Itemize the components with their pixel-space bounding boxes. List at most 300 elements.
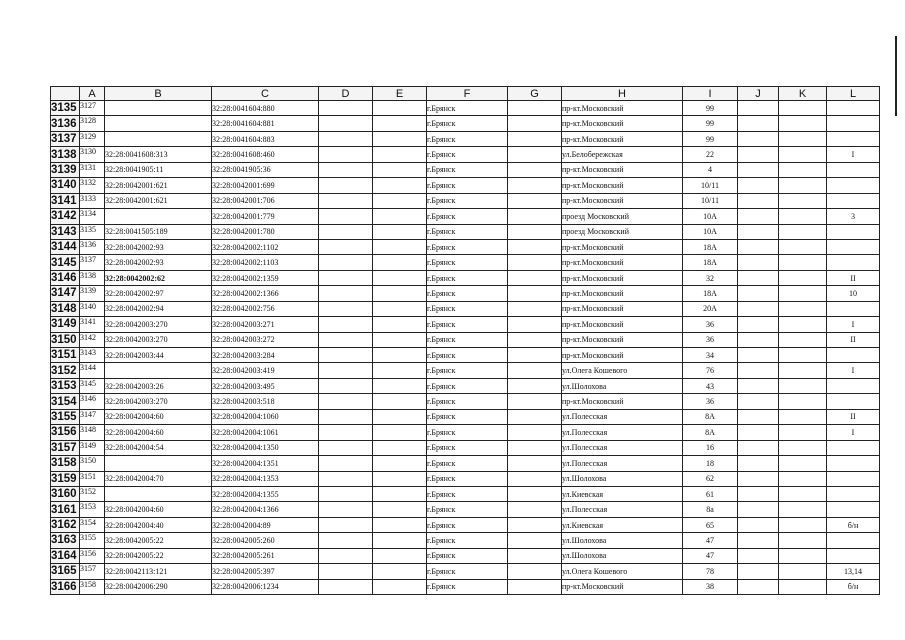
cell-h[interactable]: пр-кт.Московский: [562, 301, 683, 316]
row-number[interactable]: 3161: [51, 502, 80, 517]
cell-k[interactable]: [779, 548, 827, 563]
cell-b[interactable]: 32:28:0042002:97: [105, 286, 212, 301]
cell-c[interactable]: 32:28:0042004:1350: [212, 440, 319, 455]
row-number[interactable]: 3149: [51, 317, 80, 332]
cell-f[interactable]: г.Брянск: [427, 409, 508, 424]
cell-a[interactable]: 3127: [80, 101, 105, 116]
row-number[interactable]: 3156: [51, 425, 80, 440]
cell-c[interactable]: 32:28:0042006:1234: [212, 579, 319, 594]
column-header-k[interactable]: K: [779, 87, 827, 101]
cell-j[interactable]: [738, 270, 779, 285]
cell-h[interactable]: ул.Шолохова: [562, 548, 683, 563]
cell-k[interactable]: [779, 255, 827, 270]
cell-b[interactable]: 32:28:0042004:54: [105, 440, 212, 455]
cell-g[interactable]: [508, 147, 562, 162]
cell-a[interactable]: 3145: [80, 378, 105, 393]
cell-i[interactable]: 16: [683, 440, 738, 455]
cell-f[interactable]: г.Брянск: [427, 394, 508, 409]
cell-d[interactable]: [319, 579, 373, 594]
column-header-j[interactable]: J: [738, 87, 779, 101]
row-number[interactable]: 3162: [51, 517, 80, 532]
cell-b[interactable]: [105, 101, 212, 116]
cell-i[interactable]: 18А: [683, 286, 738, 301]
row-number[interactable]: 3137: [51, 131, 80, 146]
cell-h[interactable]: ул.Полесская: [562, 409, 683, 424]
cell-i[interactable]: 65: [683, 517, 738, 532]
cell-e[interactable]: [373, 502, 427, 517]
cell-j[interactable]: [738, 255, 779, 270]
cell-i[interactable]: 22: [683, 147, 738, 162]
cell-c[interactable]: 32:28:0042002:756: [212, 301, 319, 316]
cell-b[interactable]: 32:28:0042003:270: [105, 317, 212, 332]
row-number[interactable]: 3145: [51, 255, 80, 270]
cell-d[interactable]: [319, 270, 373, 285]
row-number[interactable]: 3142: [51, 209, 80, 224]
cell-i[interactable]: 99: [683, 116, 738, 131]
cell-l[interactable]: 10: [827, 286, 880, 301]
cell-i[interactable]: 32: [683, 270, 738, 285]
cell-l[interactable]: [827, 131, 880, 146]
cell-c[interactable]: 32:28:0042003:495: [212, 378, 319, 393]
cell-j[interactable]: [738, 239, 779, 254]
cell-d[interactable]: [319, 409, 373, 424]
cell-j[interactable]: [738, 548, 779, 563]
cell-g[interactable]: [508, 548, 562, 563]
cell-b[interactable]: 32:28:0042002:62: [105, 270, 212, 285]
cell-c[interactable]: 32:28:0042001:779: [212, 209, 319, 224]
cell-i[interactable]: 34: [683, 348, 738, 363]
cell-e[interactable]: [373, 394, 427, 409]
cell-a[interactable]: 3144: [80, 363, 105, 378]
cell-g[interactable]: [508, 502, 562, 517]
cell-e[interactable]: [373, 456, 427, 471]
cell-h[interactable]: ул.Полесская: [562, 425, 683, 440]
cell-c[interactable]: 32:28:0042002:1366: [212, 286, 319, 301]
cell-e[interactable]: [373, 101, 427, 116]
cell-e[interactable]: [373, 440, 427, 455]
cell-f[interactable]: г.Брянск: [427, 533, 508, 548]
cell-k[interactable]: [779, 332, 827, 347]
cell-f[interactable]: г.Брянск: [427, 209, 508, 224]
cell-b[interactable]: 32:28:0042002:93: [105, 239, 212, 254]
cell-i[interactable]: 99: [683, 131, 738, 146]
cell-g[interactable]: [508, 394, 562, 409]
cell-j[interactable]: [738, 517, 779, 532]
cell-l[interactable]: II: [827, 270, 880, 285]
row-number[interactable]: 3151: [51, 348, 80, 363]
cell-k[interactable]: [779, 440, 827, 455]
cell-l[interactable]: [827, 394, 880, 409]
row-number[interactable]: 3143: [51, 224, 80, 239]
cell-d[interactable]: [319, 363, 373, 378]
cell-l[interactable]: [827, 162, 880, 177]
cell-k[interactable]: [779, 317, 827, 332]
cell-g[interactable]: [508, 332, 562, 347]
row-number[interactable]: 3148: [51, 301, 80, 316]
cell-l[interactable]: [827, 255, 880, 270]
row-number[interactable]: 3141: [51, 193, 80, 208]
cell-g[interactable]: [508, 255, 562, 270]
cell-i[interactable]: 10А: [683, 209, 738, 224]
cell-d[interactable]: [319, 348, 373, 363]
cell-i[interactable]: 36: [683, 317, 738, 332]
row-number[interactable]: 3160: [51, 486, 80, 501]
cell-b[interactable]: 32:28:0041608:313: [105, 147, 212, 162]
cell-e[interactable]: [373, 178, 427, 193]
cell-i[interactable]: 8А: [683, 409, 738, 424]
row-number[interactable]: 3166: [51, 579, 80, 594]
cell-l[interactable]: [827, 224, 880, 239]
cell-j[interactable]: [738, 224, 779, 239]
cell-c[interactable]: 32:28:0041608:460: [212, 147, 319, 162]
cell-c[interactable]: 32:28:0042004:1353: [212, 471, 319, 486]
cell-h[interactable]: ул.Шолохова: [562, 471, 683, 486]
cell-k[interactable]: [779, 486, 827, 501]
cell-h[interactable]: пр-кт.Московский: [562, 317, 683, 332]
cell-g[interactable]: [508, 224, 562, 239]
cell-c[interactable]: 32:28:0042003:419: [212, 363, 319, 378]
cell-f[interactable]: г.Брянск: [427, 471, 508, 486]
cell-c[interactable]: 32:28:0042005:397: [212, 564, 319, 579]
cell-d[interactable]: [319, 147, 373, 162]
cell-i[interactable]: 38: [683, 579, 738, 594]
cell-h[interactable]: ул.Киевская: [562, 486, 683, 501]
cell-c[interactable]: 32:28:0042004:1061: [212, 425, 319, 440]
cell-j[interactable]: [738, 394, 779, 409]
cell-d[interactable]: [319, 564, 373, 579]
cell-d[interactable]: [319, 425, 373, 440]
cell-k[interactable]: [779, 533, 827, 548]
cell-c[interactable]: 32:28:0042004:1351: [212, 456, 319, 471]
cell-e[interactable]: [373, 301, 427, 316]
cell-j[interactable]: [738, 564, 779, 579]
cell-i[interactable]: 10/11: [683, 193, 738, 208]
cell-a[interactable]: 3137: [80, 255, 105, 270]
cell-j[interactable]: [738, 209, 779, 224]
cell-a[interactable]: 3141: [80, 317, 105, 332]
cell-c[interactable]: 32:28:0042001:780: [212, 224, 319, 239]
cell-c[interactable]: 32:28:0041604:883: [212, 131, 319, 146]
cell-d[interactable]: [319, 456, 373, 471]
cell-g[interactable]: [508, 456, 562, 471]
cell-h[interactable]: пр-кт.Московский: [562, 348, 683, 363]
cell-l[interactable]: I: [827, 363, 880, 378]
cell-f[interactable]: г.Брянск: [427, 116, 508, 131]
cell-l[interactable]: [827, 101, 880, 116]
cell-a[interactable]: 3152: [80, 486, 105, 501]
cell-e[interactable]: [373, 425, 427, 440]
column-header-a[interactable]: A: [80, 87, 105, 101]
cell-k[interactable]: [779, 178, 827, 193]
cell-c[interactable]: 32:28:0042001:699: [212, 178, 319, 193]
cell-h[interactable]: пр-кт.Московский: [562, 270, 683, 285]
cell-f[interactable]: г.Брянск: [427, 363, 508, 378]
cell-k[interactable]: [779, 147, 827, 162]
cell-h[interactable]: ул.Киевская: [562, 517, 683, 532]
cell-j[interactable]: [738, 301, 779, 316]
cell-a[interactable]: 3139: [80, 286, 105, 301]
cell-g[interactable]: [508, 579, 562, 594]
cell-a[interactable]: 3129: [80, 131, 105, 146]
cell-g[interactable]: [508, 425, 562, 440]
cell-k[interactable]: [779, 564, 827, 579]
cell-h[interactable]: пр-кт.Московский: [562, 101, 683, 116]
cell-b[interactable]: 32:28:0042005:22: [105, 548, 212, 563]
cell-a[interactable]: 3131: [80, 162, 105, 177]
cell-i[interactable]: 4: [683, 162, 738, 177]
cell-j[interactable]: [738, 193, 779, 208]
cell-d[interactable]: [319, 286, 373, 301]
cell-j[interactable]: [738, 456, 779, 471]
column-header-c[interactable]: C: [212, 87, 319, 101]
cell-l[interactable]: II: [827, 409, 880, 424]
cell-f[interactable]: г.Брянск: [427, 486, 508, 501]
cell-d[interactable]: [319, 394, 373, 409]
cell-f[interactable]: г.Брянск: [427, 548, 508, 563]
cell-g[interactable]: [508, 378, 562, 393]
cell-e[interactable]: [373, 147, 427, 162]
cell-a[interactable]: 3148: [80, 425, 105, 440]
row-number[interactable]: 3164: [51, 548, 80, 563]
cell-i[interactable]: 20А: [683, 301, 738, 316]
cell-d[interactable]: [319, 224, 373, 239]
cell-f[interactable]: г.Брянск: [427, 517, 508, 532]
cell-g[interactable]: [508, 564, 562, 579]
cell-k[interactable]: [779, 409, 827, 424]
cell-c[interactable]: 32:28:0042003:284: [212, 348, 319, 363]
cell-d[interactable]: [319, 533, 373, 548]
cell-g[interactable]: [508, 363, 562, 378]
cell-a[interactable]: 3151: [80, 471, 105, 486]
cell-e[interactable]: [373, 286, 427, 301]
cell-f[interactable]: г.Брянск: [427, 286, 508, 301]
cell-g[interactable]: [508, 440, 562, 455]
cell-e[interactable]: [373, 255, 427, 270]
cell-l[interactable]: I: [827, 147, 880, 162]
cell-a[interactable]: 3150: [80, 456, 105, 471]
cell-j[interactable]: [738, 471, 779, 486]
cell-c[interactable]: 32:28:0042004:89: [212, 517, 319, 532]
cell-e[interactable]: [373, 193, 427, 208]
cell-a[interactable]: 3156: [80, 548, 105, 563]
cell-f[interactable]: г.Брянск: [427, 178, 508, 193]
row-number[interactable]: 3159: [51, 471, 80, 486]
cell-d[interactable]: [319, 301, 373, 316]
cell-l[interactable]: [827, 533, 880, 548]
cell-f[interactable]: г.Брянск: [427, 131, 508, 146]
column-header-e[interactable]: E: [373, 87, 427, 101]
column-header-g[interactable]: G: [508, 87, 562, 101]
cell-b[interactable]: 32:28:0042113:121: [105, 564, 212, 579]
cell-i[interactable]: 10А: [683, 224, 738, 239]
cell-k[interactable]: [779, 131, 827, 146]
cell-h[interactable]: проезд Московский: [562, 209, 683, 224]
cell-b[interactable]: 32:28:0042002:94: [105, 301, 212, 316]
cell-d[interactable]: [319, 162, 373, 177]
cell-h[interactable]: ул.Полесская: [562, 456, 683, 471]
cell-c[interactable]: 32:28:0042001:706: [212, 193, 319, 208]
cell-l[interactable]: [827, 193, 880, 208]
cell-a[interactable]: 3138: [80, 270, 105, 285]
cell-a[interactable]: 3132: [80, 178, 105, 193]
cell-a[interactable]: 3158: [80, 579, 105, 594]
cell-l[interactable]: [827, 548, 880, 563]
cell-e[interactable]: [373, 239, 427, 254]
cell-l[interactable]: [827, 486, 880, 501]
cell-a[interactable]: 3140: [80, 301, 105, 316]
cell-h[interactable]: ул.Полесская: [562, 440, 683, 455]
cell-i[interactable]: 36: [683, 394, 738, 409]
cell-g[interactable]: [508, 162, 562, 177]
cell-j[interactable]: [738, 317, 779, 332]
cell-b[interactable]: 32:28:0042006:290: [105, 579, 212, 594]
cell-g[interactable]: [508, 101, 562, 116]
cell-b[interactable]: 32:28:0042004:40: [105, 517, 212, 532]
cell-c[interactable]: 32:28:0042004:1355: [212, 486, 319, 501]
cell-i[interactable]: 36: [683, 332, 738, 347]
cell-h[interactable]: ул.Олега Кошевого: [562, 363, 683, 378]
cell-d[interactable]: [319, 255, 373, 270]
cell-k[interactable]: [779, 209, 827, 224]
column-header-l[interactable]: L: [827, 87, 880, 101]
cell-d[interactable]: [319, 209, 373, 224]
cell-a[interactable]: 3149: [80, 440, 105, 455]
cell-k[interactable]: [779, 363, 827, 378]
cell-l[interactable]: [827, 239, 880, 254]
cell-c[interactable]: 32:28:0042002:1103: [212, 255, 319, 270]
cell-i[interactable]: 18: [683, 456, 738, 471]
cell-e[interactable]: [373, 162, 427, 177]
row-number[interactable]: 3147: [51, 286, 80, 301]
cell-l[interactable]: [827, 471, 880, 486]
cell-c[interactable]: 32:28:0041604:881: [212, 116, 319, 131]
cell-j[interactable]: [738, 363, 779, 378]
cell-b[interactable]: 32:28:0041905:11: [105, 162, 212, 177]
cell-f[interactable]: г.Брянск: [427, 564, 508, 579]
cell-f[interactable]: г.Брянск: [427, 162, 508, 177]
cell-a[interactable]: 3136: [80, 239, 105, 254]
cell-g[interactable]: [508, 409, 562, 424]
cell-e[interactable]: [373, 548, 427, 563]
cell-d[interactable]: [319, 378, 373, 393]
row-number[interactable]: 3155: [51, 409, 80, 424]
cell-i[interactable]: 47: [683, 533, 738, 548]
cell-i[interactable]: 47: [683, 548, 738, 563]
cell-j[interactable]: [738, 486, 779, 501]
cell-h[interactable]: пр-кт.Московский: [562, 131, 683, 146]
cell-j[interactable]: [738, 286, 779, 301]
cell-k[interactable]: [779, 224, 827, 239]
cell-k[interactable]: [779, 471, 827, 486]
cell-e[interactable]: [373, 486, 427, 501]
cell-c[interactable]: 32:28:0042003:271: [212, 317, 319, 332]
cell-g[interactable]: [508, 286, 562, 301]
cell-i[interactable]: 62: [683, 471, 738, 486]
cell-k[interactable]: [779, 301, 827, 316]
cell-a[interactable]: 3142: [80, 332, 105, 347]
column-header-h[interactable]: H: [562, 87, 683, 101]
cell-d[interactable]: [319, 517, 373, 532]
cell-l[interactable]: [827, 440, 880, 455]
cell-e[interactable]: [373, 131, 427, 146]
cell-l[interactable]: б/н: [827, 517, 880, 532]
cell-h[interactable]: ул.Белобережская: [562, 147, 683, 162]
cell-j[interactable]: [738, 116, 779, 131]
row-number[interactable]: 3135: [51, 101, 80, 116]
cell-l[interactable]: I: [827, 425, 880, 440]
cell-k[interactable]: [779, 162, 827, 177]
cell-e[interactable]: [373, 579, 427, 594]
cell-d[interactable]: [319, 193, 373, 208]
cell-f[interactable]: г.Брянск: [427, 378, 508, 393]
cell-g[interactable]: [508, 533, 562, 548]
cell-e[interactable]: [373, 317, 427, 332]
cell-h[interactable]: пр-кт.Московский: [562, 579, 683, 594]
cell-i[interactable]: 61: [683, 486, 738, 501]
cell-h[interactable]: ул.Олега Кошевого: [562, 564, 683, 579]
cell-f[interactable]: г.Брянск: [427, 270, 508, 285]
cell-d[interactable]: [319, 239, 373, 254]
cell-a[interactable]: 3154: [80, 517, 105, 532]
cell-b[interactable]: 32:28:0042003:270: [105, 394, 212, 409]
cell-f[interactable]: г.Брянск: [427, 239, 508, 254]
cell-e[interactable]: [373, 332, 427, 347]
cell-g[interactable]: [508, 270, 562, 285]
cell-h[interactable]: пр-кт.Московский: [562, 116, 683, 131]
cell-h[interactable]: пр-кт.Московский: [562, 286, 683, 301]
cell-i[interactable]: 8а: [683, 502, 738, 517]
cell-b[interactable]: 32:28:0042003:44: [105, 348, 212, 363]
cell-l[interactable]: [827, 301, 880, 316]
cell-k[interactable]: [779, 101, 827, 116]
cell-d[interactable]: [319, 502, 373, 517]
cell-d[interactable]: [319, 440, 373, 455]
cell-e[interactable]: [373, 471, 427, 486]
cell-a[interactable]: 3134: [80, 209, 105, 224]
cell-k[interactable]: [779, 517, 827, 532]
cell-b[interactable]: 32:28:0041505:189: [105, 224, 212, 239]
cell-g[interactable]: [508, 317, 562, 332]
cell-f[interactable]: г.Брянск: [427, 332, 508, 347]
cell-b[interactable]: [105, 456, 212, 471]
cell-c[interactable]: 32:28:0042005:260: [212, 533, 319, 548]
cell-j[interactable]: [738, 440, 779, 455]
cell-h[interactable]: пр-кт.Московский: [562, 255, 683, 270]
cell-g[interactable]: [508, 178, 562, 193]
cell-k[interactable]: [779, 378, 827, 393]
cell-i[interactable]: 43: [683, 378, 738, 393]
cell-d[interactable]: [319, 116, 373, 131]
cell-l[interactable]: [827, 502, 880, 517]
row-number[interactable]: 3136: [51, 116, 80, 131]
cell-d[interactable]: [319, 131, 373, 146]
cell-h[interactable]: проезд Московский: [562, 224, 683, 239]
column-header-d[interactable]: D: [319, 87, 373, 101]
cell-j[interactable]: [738, 409, 779, 424]
row-number[interactable]: 3139: [51, 162, 80, 177]
cell-b[interactable]: 32:28:0042004:70: [105, 471, 212, 486]
cell-k[interactable]: [779, 270, 827, 285]
cell-j[interactable]: [738, 131, 779, 146]
cell-a[interactable]: 3133: [80, 193, 105, 208]
cell-e[interactable]: [373, 209, 427, 224]
cell-b[interactable]: [105, 116, 212, 131]
cell-b[interactable]: 32:28:0042003:270: [105, 332, 212, 347]
cell-g[interactable]: [508, 193, 562, 208]
cell-b[interactable]: 32:28:0042003:26: [105, 378, 212, 393]
cell-f[interactable]: г.Брянск: [427, 348, 508, 363]
cell-l[interactable]: б/н: [827, 579, 880, 594]
